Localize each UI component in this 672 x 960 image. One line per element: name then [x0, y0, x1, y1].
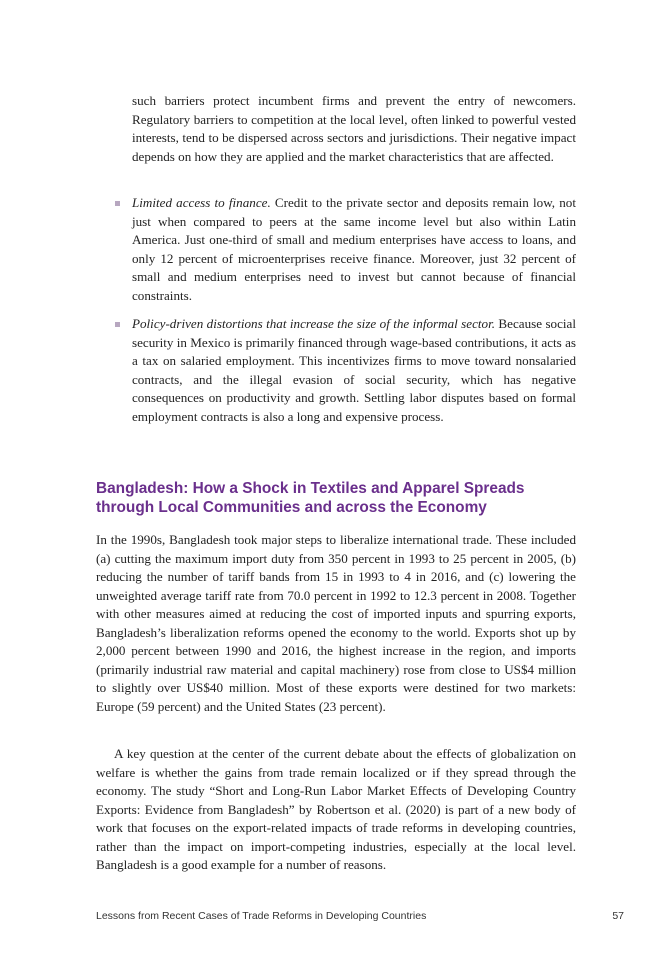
bullet-item-informal-sector	[132, 315, 576, 426]
bullet-text: Credit to the private sector and deposits remain low, not just when compared to peers at the same income level but also within Latin America. Just one-third of small and medium enterprises have access to loans, and only 12 percent of microenterprises receive finance. Moreover, just 32 percent of small and medium enterprises need to invest but cannot because of financial constraints.	[132, 195, 576, 303]
square-bullet-icon	[115, 201, 120, 206]
body-paragraph-2: A key question at the center of the current debate about the effects of globalization on welfare is whether the gains from trade remain localized or if they spread through the economy. The study “Short and Long-Run Labor Market Effects of Developing Country Exports: Evidence from Bangladesh” by Robertson et al. (2020) is part of a new body of work that focuses on the export-related impacts of trade reforms in developing countries, rather than the impact on import-competing industries, especially at the local level. Bangladesh is a good example for a number of reasons.	[96, 746, 576, 873]
footer-running-title: Lessons from Recent Cases of Trade Reforms in Developing Countries	[96, 910, 427, 922]
bullet-lead: Limited access to finance.	[132, 195, 271, 210]
bullet-lead: Policy-driven distortions that increase the size of the informal sector.	[132, 316, 495, 331]
bullet-item-finance	[132, 194, 576, 305]
page-number: 57	[612, 910, 624, 922]
section-heading: Bangladesh: How a Shock in Textiles and Apparel Spreads through Local Communities and across the Economy	[96, 480, 525, 516]
bullet-text: Because social security in Mexico is primarily financed through wage-based contributions, it acts as a tax on salaried employment. This incentivizes firms to move toward nonsalaried contracts, and the illegal evasion of social security, which has negative consequences on productivity and growth. Settling labor disputes based on formal employment contracts is also a long and expensive process.	[132, 316, 576, 424]
body-paragraph-1: In the 1990s, Bangladesh took major steps to liberalize international trade. These included (a) cutting the maximum import duty from 350 percent in 1993 to 25 percent in 2005, (b) reducing the number of tariff bands from 15 in 1993 to 4 in 2016, and (c) lowering the unweighted average tariff rate from 70.0 percent in 1992 to 12.3 percent in 2008. Together with other measures aimed at reducing the cost of imported inputs and spurring exports, Bangladesh’s liberalization reforms opened the economy to the world. Exports shot up by 2,000 percent between 1990 and 2016, the highest increase in the region, and imports (primarily industrial raw material and capital machinery) rose from close to US$4 million to slightly over US$40 million. Most of these exports were destined for two markets: Europe (59 percent) and the United States (23 percent).	[96, 532, 576, 714]
continued-paragraph: such barriers protect incumbent firms and prevent the entry of newcomers. Regulatory barriers to competition at the local level, often linked to powerful vested interests, tend to be dispersed across sectors and jurisdictions. Their negative impact depends on how they are applied and the market characteristics that are affected.	[132, 93, 576, 164]
square-bullet-icon	[115, 322, 120, 327]
